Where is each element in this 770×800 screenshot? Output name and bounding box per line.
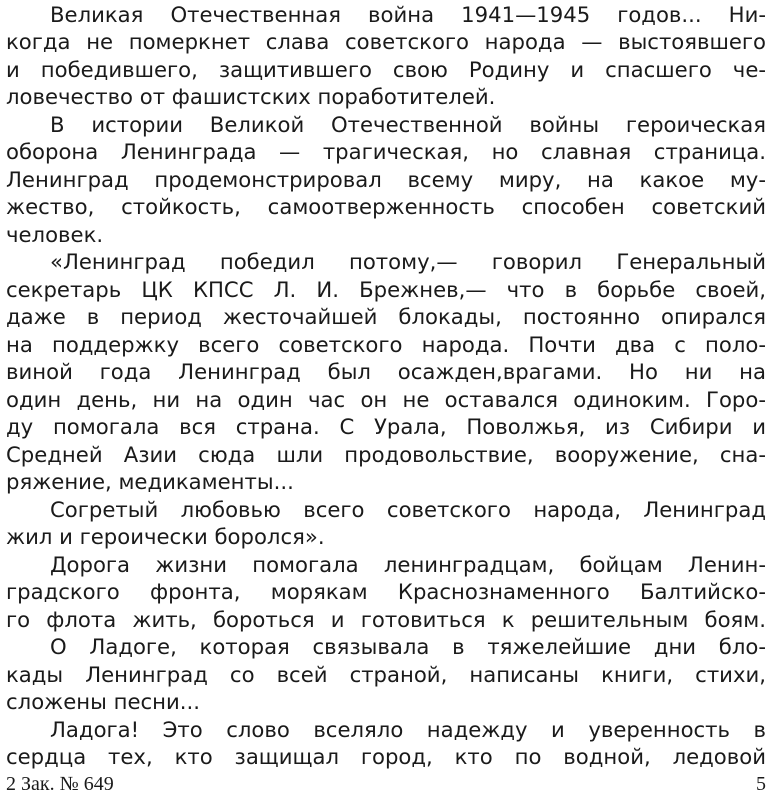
text-line: жество, стойкость, самоотверженность способен советский <box>6 194 766 219</box>
text-line: Ладога! Это слово вселяло надежду и уверенность в <box>50 717 766 742</box>
text-line: оборона Ленинграда — трагическая, но славная страница. <box>6 139 766 164</box>
text-line: сложены песни... <box>6 689 200 714</box>
text-line: даже в период жесточайшей блокады, постоянно опирался <box>6 304 766 329</box>
text-line: когда не померкнет слава советского народа — выстоявшего <box>6 29 766 54</box>
text-line: «Ленинград победил потому,— говорил Генеральный <box>50 249 766 274</box>
page-number: 5 <box>756 773 766 795</box>
page-footer <box>6 770 766 798</box>
text-line: Согретый любовью всего советского народа, Ленинград <box>50 497 766 522</box>
text-line: один день, ни на один час он не оставался одиноким. Горо- <box>6 387 766 412</box>
text-line: Средней Азии сюда шли продовольствие, вооружение, сна- <box>6 442 766 467</box>
text-line: градского фронта, морякам Краснознаменного Балтийско- <box>6 579 766 604</box>
text-line: человек. <box>6 222 104 247</box>
text-line: виной года Ленинград был осажден,врагами. Но ни на <box>6 359 766 384</box>
text-line: ряжение, медикаменты... <box>6 469 294 494</box>
text-line: Ленинград продемонстрировал всему миру, на какое му- <box>6 167 766 192</box>
text-line: на поддержку всего советского народа. Почти два с поло- <box>6 332 766 357</box>
text-line: Великая Отечественная война 1941—1945 годов... Ни- <box>50 2 766 27</box>
text-line: ду помогала вся страна. С Урала, Поволжья, из Сибири и <box>6 414 766 439</box>
text-line: го флота жить, бороться и готовиться к решительным боям. <box>6 607 766 632</box>
text-line: О Ладоге, которая связывала в тяжелейшие дни бло- <box>50 634 766 659</box>
text-line: и победившего, защитившего свою Родину и спасшего че- <box>6 57 766 82</box>
text-line: сердца тех, кто защищал город, кто по водной, ледовой <box>6 744 766 769</box>
printer-signature: 2 Зак. № 649 <box>6 773 114 795</box>
text-line: Дорога жизни помогала ленинградцам, бойцам Ленин- <box>50 552 766 577</box>
text-line: кады Ленинград со всей страной, написаны книги, стихи, <box>6 662 766 687</box>
text-line: секретарь ЦК КПСС Л. И. Брежнев,— что в борьбе своей, <box>6 277 766 302</box>
text-line: ловечество от фашистских поработителей. <box>6 84 496 109</box>
text-line: жил и героически боролся». <box>6 524 325 549</box>
text-line: В истории Великой Отечественной войны героическая <box>50 112 766 137</box>
